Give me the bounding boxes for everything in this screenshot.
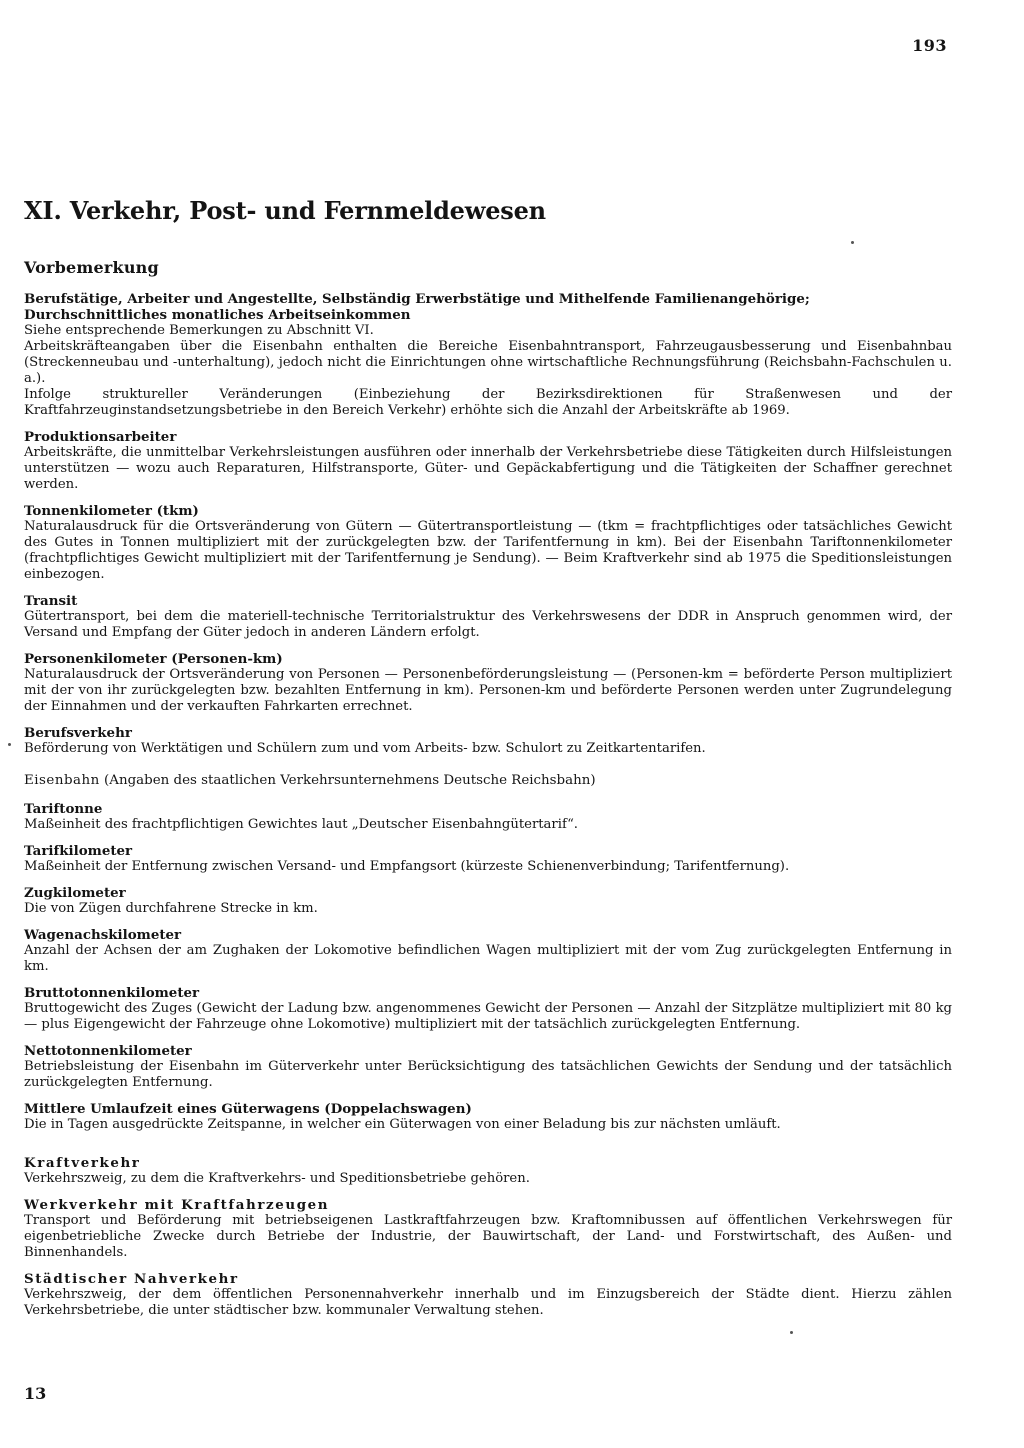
definition-paragraph: Arbeitskräfte, die unmittelbar Verkehrsleistungen ausführen oder innerhalb der Verkehrsbetriebe diese Tätigkeiten durch Hilfsleistungen unterstützen — wozu auch Reparaturen, Hilfstransporte, Güter- und Gepäckabfertigung und die Tätigkeiten der Schaffner gerechnet werden. bbox=[24, 445, 952, 492]
glossary-group-general bbox=[24, 291, 952, 757]
glossary-definition bbox=[24, 901, 952, 917]
glossary-entry bbox=[24, 843, 952, 875]
glossary-definition bbox=[24, 741, 952, 757]
definition-paragraph: Transport und Beförderung mit betriebseigenen Lastkraftfahrzeugen bzw. Kraftomnibussen auf öffentlichen Verkehrswegen für eigenbetriebliche Zwecke durch Betriebe der Industrie, der Bauwirtschaft, der Land- und Forstwirtschaft, des Außen- und Binnenhandels. bbox=[24, 1213, 952, 1260]
glossary-entry bbox=[24, 801, 952, 833]
glossary-entry bbox=[24, 429, 952, 493]
glossary-entry bbox=[24, 593, 952, 641]
glossary-entry bbox=[24, 503, 952, 583]
glossary-definition bbox=[24, 445, 952, 493]
definition-paragraph: Beförderung von Werktätigen und Schülern zum und vom Arbeits- bzw. Schulort zu Zeitkartentarifen. bbox=[24, 741, 706, 756]
glossary-definition bbox=[24, 1059, 952, 1091]
page-number: 193 bbox=[912, 36, 947, 55]
definition-paragraph: Betriebsleistung der Eisenbahn im Güterverkehr unter Berücksichtigung des tatsächlichen Gewichts der Sendung und der tatsächlich zurückgelegten Entfernung. bbox=[24, 1059, 952, 1090]
glossary-definition bbox=[24, 859, 952, 875]
glossary-entry bbox=[24, 1197, 952, 1261]
glossary-definition bbox=[24, 1213, 952, 1261]
subhead-eisenbahn-word: Eisenbahn bbox=[24, 773, 100, 788]
glossary-entry bbox=[24, 985, 952, 1033]
glossary-entry bbox=[24, 651, 952, 715]
signature-number: 13 bbox=[24, 1384, 47, 1403]
glossary-entry bbox=[24, 291, 952, 419]
glossary-term: Wagenachskilometer bbox=[24, 927, 182, 943]
definition-paragraph: Naturalausdruck der Ortsveränderung von Personen — Personenbeförderungsleistung — (Personen-km = beförderte Person multipliziert mit der von ihr zurückgelegten bzw. bezahlten Entfernung in km). Personen-km und beförderte Personen werden unter Zugrundelegung der Einnahmen und der verkauften Fahrkarten errechnet. bbox=[24, 667, 952, 714]
glossary-term: Transit bbox=[24, 593, 78, 609]
glossary-term: Tarifkilometer bbox=[24, 843, 133, 859]
definition-paragraph: Die von Zügen durchfahrene Strecke in km. bbox=[24, 901, 318, 916]
definition-paragraph: Die in Tagen ausgedrückte Zeitspanne, in welcher ein Güterwagen von einer Beladung bis zur nächsten umläuft. bbox=[24, 1117, 781, 1132]
subhead-eisenbahn-rest: (Angaben des staatlichen Verkehrsunternehmens Deutsche Reichsbahn) bbox=[99, 773, 596, 788]
glossary-definition bbox=[24, 519, 952, 583]
glossary-definition bbox=[24, 667, 952, 715]
glossary-definition bbox=[24, 943, 952, 975]
scan-speck bbox=[790, 1331, 793, 1334]
glossary-term: Bruttotonnenkilometer bbox=[24, 985, 200, 1001]
glossary-definition bbox=[24, 323, 952, 419]
glossary-term: Tariftonne bbox=[24, 801, 103, 817]
definition-paragraph: Verkehrszweig, zu dem die Kraftverkehrs- und Speditionsbetriebe gehören. bbox=[24, 1171, 530, 1186]
definition-paragraph: Gütertransport, bei dem die materiell-technische Territorialstruktur des Verkehrswesens der DDR in Anspruch genommen wird, der Versand und Empfang der Güter jedoch in anderen Ländern erfolgt. bbox=[24, 609, 952, 640]
glossary-definition bbox=[24, 609, 952, 641]
section-title: Vorbemerkung bbox=[24, 258, 159, 277]
glossary-group-kraftverkehr bbox=[24, 1155, 952, 1319]
glossary-term: Kraftverkehr bbox=[24, 1155, 141, 1171]
glossary-term: Tonnenkilometer (tkm) bbox=[24, 503, 199, 519]
glossary-definition bbox=[24, 1287, 952, 1319]
scan-speck bbox=[851, 241, 854, 244]
glossary-entry bbox=[24, 1101, 952, 1133]
glossary-term: Nettotonnenkilometer bbox=[24, 1043, 192, 1059]
definition-paragraph: Bruttogewicht des Zuges (Gewicht der Ladung bzw. angenommenes Gewicht der Personen — Anzahl der Sitzplätze multipliziert mit 80 kg — plus Eigengewicht der Fahrzeuge ohne Lokomotive) multipliziert mit der tatsächlich zurückgelegten Entfernung. bbox=[24, 1001, 952, 1032]
glossary-definition bbox=[24, 1001, 952, 1033]
glossary-term: Zugkilometer bbox=[24, 885, 126, 901]
glossary-term: Mittlere Umlaufzeit eines Güterwagens (Doppelachswagen) bbox=[24, 1101, 472, 1117]
glossary-term: Berufstätige, Arbeiter und Angestellte, Selbständig Erwerbstätige und Mithelfende Familienangehörige; Durchschnittliches monatliches Arbeitseinkommen bbox=[24, 291, 810, 323]
definition-paragraph: Verkehrszweig, der dem öffentlichen Personennahverkehr innerhalb und im Einzugsbereich der Städte dient. Hierzu zählen Verkehrsbetriebe, die unter städtischer bzw. kommunaler Verwaltung stehen. bbox=[24, 1287, 952, 1318]
definition-paragraph: Maßeinheit der Entfernung zwischen Versand- und Empfangsort (kürzeste Schienenverbindung; Tarifentfernung). bbox=[24, 859, 790, 874]
glossary-term: Produktionsarbeiter bbox=[24, 429, 177, 445]
glossary-term: Werkverkehr mit Kraftfahrzeugen bbox=[24, 1197, 330, 1213]
glossary-entry bbox=[24, 725, 952, 757]
glossary-entry bbox=[24, 1155, 952, 1187]
chapter-title: XI. Verkehr, Post- und Fernmeldewesen bbox=[24, 196, 546, 225]
definition-paragraph: Anzahl der Achsen der am Zughaken der Lokomotive befindlichen Wagen multipliziert mit der vom Zug zurückgelegten Entfernung in km. bbox=[24, 943, 952, 974]
glossary-entry bbox=[24, 885, 952, 917]
glossary-entry bbox=[24, 1271, 952, 1319]
definition-paragraph: Arbeitskräfteangaben über die Eisenbahn enthalten die Bereiche Eisenbahntransport, Fahrzeugausbesserung und Eisenbahnbau (Streckenneubau und -unterhaltung), jedoch nicht die Einrichtungen ohne wirtschaftliche Rechnungsführung (Reichsbahn-Fachschulen u. a.). bbox=[24, 339, 952, 386]
definition-paragraph: Maßeinheit des frachtpflichtigen Gewichtes laut „Deutscher Eisenbahngütertarif“. bbox=[24, 817, 578, 832]
glossary-entry bbox=[24, 927, 952, 975]
definition-paragraph: Infolge struktureller Veränderungen (Einbeziehung der Bezirksdirektionen für Straßenwesen und der Kraftfahrzeuginstandsetzungsbetriebe in den Bereich Verkehr) erhöhte sich die Anzahl der Arbeitskräfte ab 1969. bbox=[24, 387, 952, 418]
glossary-entry bbox=[24, 1043, 952, 1091]
scan-speck bbox=[8, 743, 11, 746]
glossary-definition bbox=[24, 1171, 952, 1187]
definition-paragraph: Naturalausdruck für die Ortsveränderung von Gütern — Gütertransportleistung — (tkm = frachtpflichtiges oder tatsächliches Gewicht des Gutes in Tonnen multipliziert mit der zurückgelegten bzw. der Tarifentfernung in km). Bei der Eisenbahn Tariftonnenkilometer (frachtpflichtiges Gewicht multipliziert mit der Tarifentfernung je Sendung). — Beim Kraftverkehr sind ab 1975 die Speditionsleistungen einbezogen. bbox=[24, 519, 952, 582]
glossary-term: Städtischer Nahverkehr bbox=[24, 1271, 239, 1287]
glossary-term: Personenkilometer (Personen-km) bbox=[24, 651, 283, 667]
document-body bbox=[24, 258, 952, 1329]
definition-paragraph: Siehe entsprechende Bemerkungen zu Abschnitt VI. bbox=[24, 323, 374, 338]
glossary-definition bbox=[24, 817, 952, 833]
glossary-group-eisenbahn bbox=[24, 801, 952, 1133]
subhead-eisenbahn bbox=[24, 773, 952, 789]
glossary-definition bbox=[24, 1117, 952, 1133]
glossary-term: Berufsverkehr bbox=[24, 725, 132, 741]
